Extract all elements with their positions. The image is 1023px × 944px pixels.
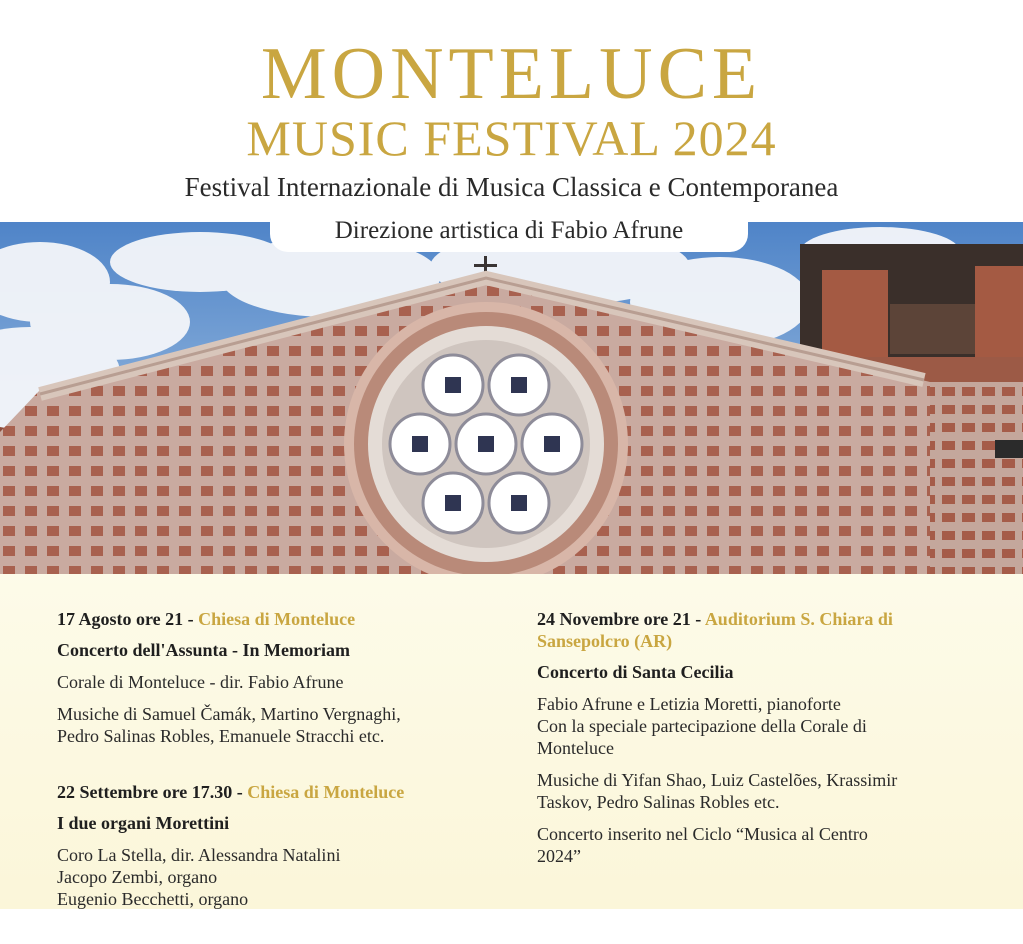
event-title: Concerto di Santa Cecilia <box>537 662 734 682</box>
event-text-line: Jacopo Zembi, organo <box>57 867 218 887</box>
event-text-line: Con la speciale partecipazione della Corale di <box>537 716 867 736</box>
poster-header <box>0 0 1023 222</box>
artistic-direction: Direzione artistica di Fabio Afrune <box>270 210 748 252</box>
event-assunta <box>57 608 487 747</box>
event-text-line: 2024” <box>537 846 581 866</box>
event-date <box>537 608 977 652</box>
event-text-line: Eugenio Becchetti, organo <box>57 889 249 909</box>
event-note <box>537 823 977 867</box>
event-performers <box>57 671 487 693</box>
event-text-line: Concerto inserito nel Ciclo “Musica al Centro <box>537 824 868 844</box>
event-date-text: 22 Settembre ore 17.30 - <box>57 782 248 802</box>
event-date <box>57 608 487 630</box>
event-text-line: Monteluce <box>537 738 614 758</box>
event-text-line: Taskov, Pedro Salinas Robles etc. <box>537 792 780 812</box>
event-date-text: 17 Agosto ore 21 - <box>57 609 199 629</box>
program-column-left <box>57 608 487 944</box>
event-performers <box>537 693 977 759</box>
program-column-right <box>537 608 977 901</box>
event-text-line: Corale di Monteluce - dir. Fabio Afrune <box>57 672 344 692</box>
event-text-line: Coro La Stella, dir. Alessandra Natalini <box>57 845 341 865</box>
festival-subtitle-year: MUSIC FESTIVAL 2024 <box>246 110 777 166</box>
event-venue: Chiesa di Monteluce <box>247 782 405 802</box>
event-date <box>57 781 487 803</box>
event-date-text: 24 Novembre ore 21 - <box>537 609 705 629</box>
event-text-line: Musiche di Yifan Shao, Luiz Castelões, Krassimir <box>537 770 898 790</box>
festival-title: MONTELUCE <box>260 33 763 115</box>
event-text-line: Musiche di Samuel Čamák, Martino Vergnaghi, <box>57 704 401 724</box>
festival-description: Festival Internazionale di Musica Classica e Contemporanea <box>184 172 839 202</box>
event-program <box>57 703 487 747</box>
event-organi <box>57 781 487 910</box>
event-text-line: Fabio Afrune e Letizia Moretti, pianoforte <box>537 694 841 714</box>
event-text-line: Pedro Salinas Robles, Emanuele Stracchi etc. <box>57 726 385 746</box>
event-venue: Auditorium S. Chiara di Sansepolcro (AR) <box>537 609 893 651</box>
event-title: Concerto dell'Assunta - In Memoriam <box>57 640 350 660</box>
church-facade-photo <box>0 222 1023 574</box>
event-performers <box>57 844 487 910</box>
event-santa-cecilia <box>537 608 977 867</box>
event-program <box>537 769 977 813</box>
event-title: I due organi Morettini <box>57 813 230 833</box>
event-venue: Chiesa di Monteluce <box>198 609 356 629</box>
program-section <box>0 574 1023 909</box>
